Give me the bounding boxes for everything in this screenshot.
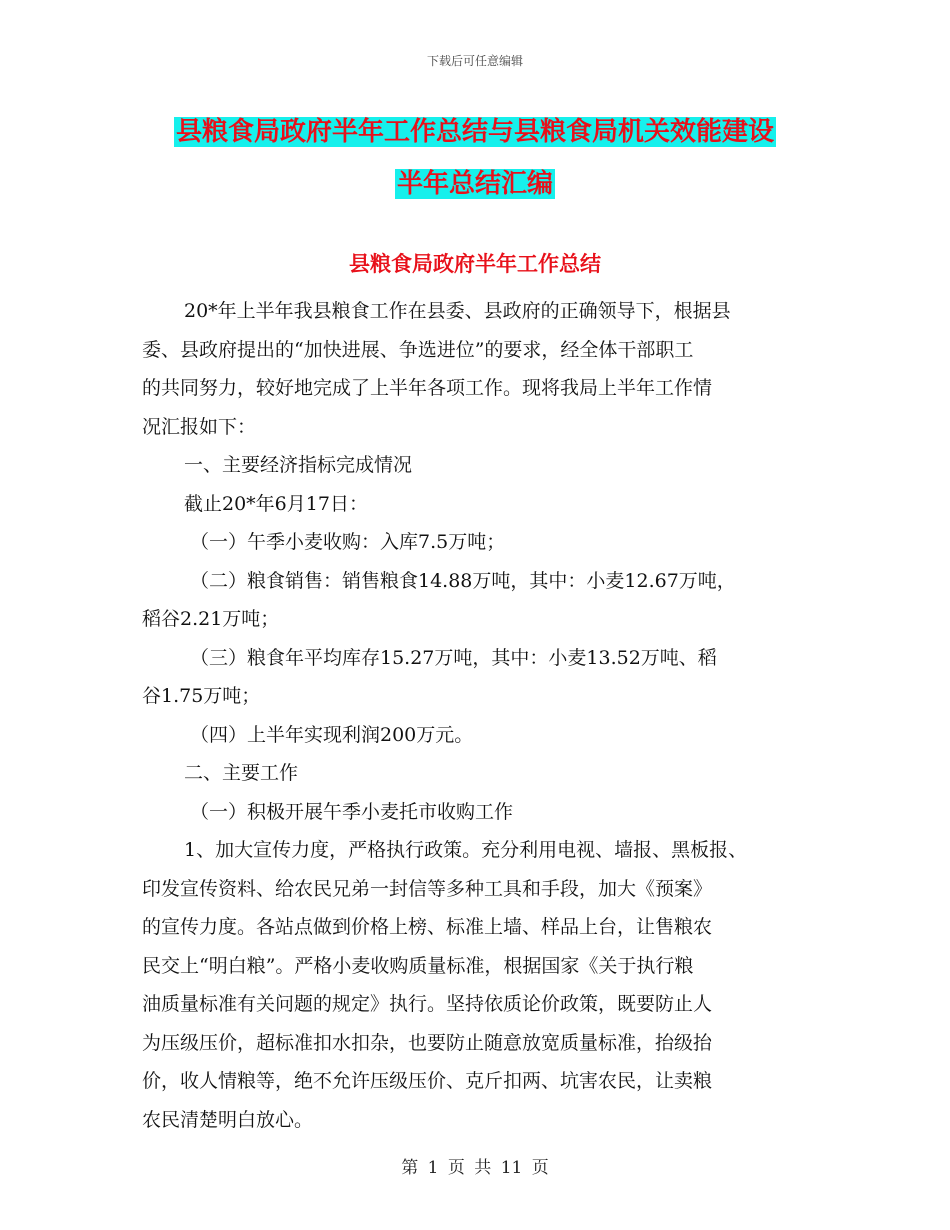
body-line: 委、县政府提出的“加快进展、争选进位”的要求，经全体干部职工: [142, 338, 694, 361]
body-line: （一）午季小麦收购：入库7.5万吨；: [190, 531, 506, 553]
body-line: 油质量标准有关问题的规定》执行。坚持依质论价政策，既要防止人: [142, 993, 713, 1015]
body-line: 民交上“明白粮”。严格小麦收购质量标准，根据国家《关于执行粮: [142, 954, 694, 977]
body-line: 印发宣传资料、给农民兄弟一封信等多种工具和手段，加大《预案》: [142, 877, 713, 900]
header-note: 下载后可任意编辑: [426, 54, 523, 68]
body-line: （三）粮食年平均库存15.27万吨，其中：小麦13.52万吨、稻: [190, 646, 717, 669]
body-line: 截止20*年6月17日：: [184, 492, 368, 515]
body-line: 1、加大宣传力度，严格执行政策。充分利用电视、墙报、黑板报、: [184, 839, 748, 861]
body-line: 为压级压价，超标准扣水扣杂，也要防止随意放宽质量标准，抬级抬: [142, 1031, 713, 1054]
document-title-line2: 半年总结汇编: [396, 169, 553, 199]
body-line: 农民清楚明白放心。: [142, 1108, 314, 1131]
body-line: 况汇报如下：: [142, 415, 257, 438]
document-title-line1: 县粮食局政府半年工作总结与县粮食局机关效能建设: [175, 117, 774, 147]
body-line: 二、主要工作: [184, 762, 299, 784]
body-line: 的共同努力，较好地完成了上半年各项工作。现将我局上半年工作情: [142, 377, 713, 399]
body-line: 20*年上半年我县粮食工作在县委、县政府的正确领导下，根据县: [184, 300, 731, 322]
body-line: 的宣传力度。各站点做到价格上榜、标准上墙、样品上台，让售粮农: [142, 916, 713, 938]
body-text: [142, 292, 822, 1139]
body-line: （一）积极开展午季小麦托市收购工作: [190, 800, 514, 823]
body-line: 谷1.75万吨；: [142, 685, 261, 707]
body-line: （二）粮食销售：销售粮食14.88万吨，其中：小麦12.67万吨，: [190, 569, 736, 592]
body-line: 价，收人情粮等，绝不允许压级压价、克斤扣两、坑害农民，让卖粮: [142, 1070, 713, 1092]
document-title: [0, 106, 950, 210]
body-line: 一、主要经济指标完成情况: [184, 454, 413, 476]
body-line: （四）上半年实现利润200万元。: [190, 723, 474, 746]
section-title: 县粮食局政府半年工作总结: [349, 252, 601, 276]
body-line: 稻谷2.21万吨；: [142, 608, 280, 630]
page-footer: 第 1 页 共 11 页: [401, 1158, 549, 1178]
